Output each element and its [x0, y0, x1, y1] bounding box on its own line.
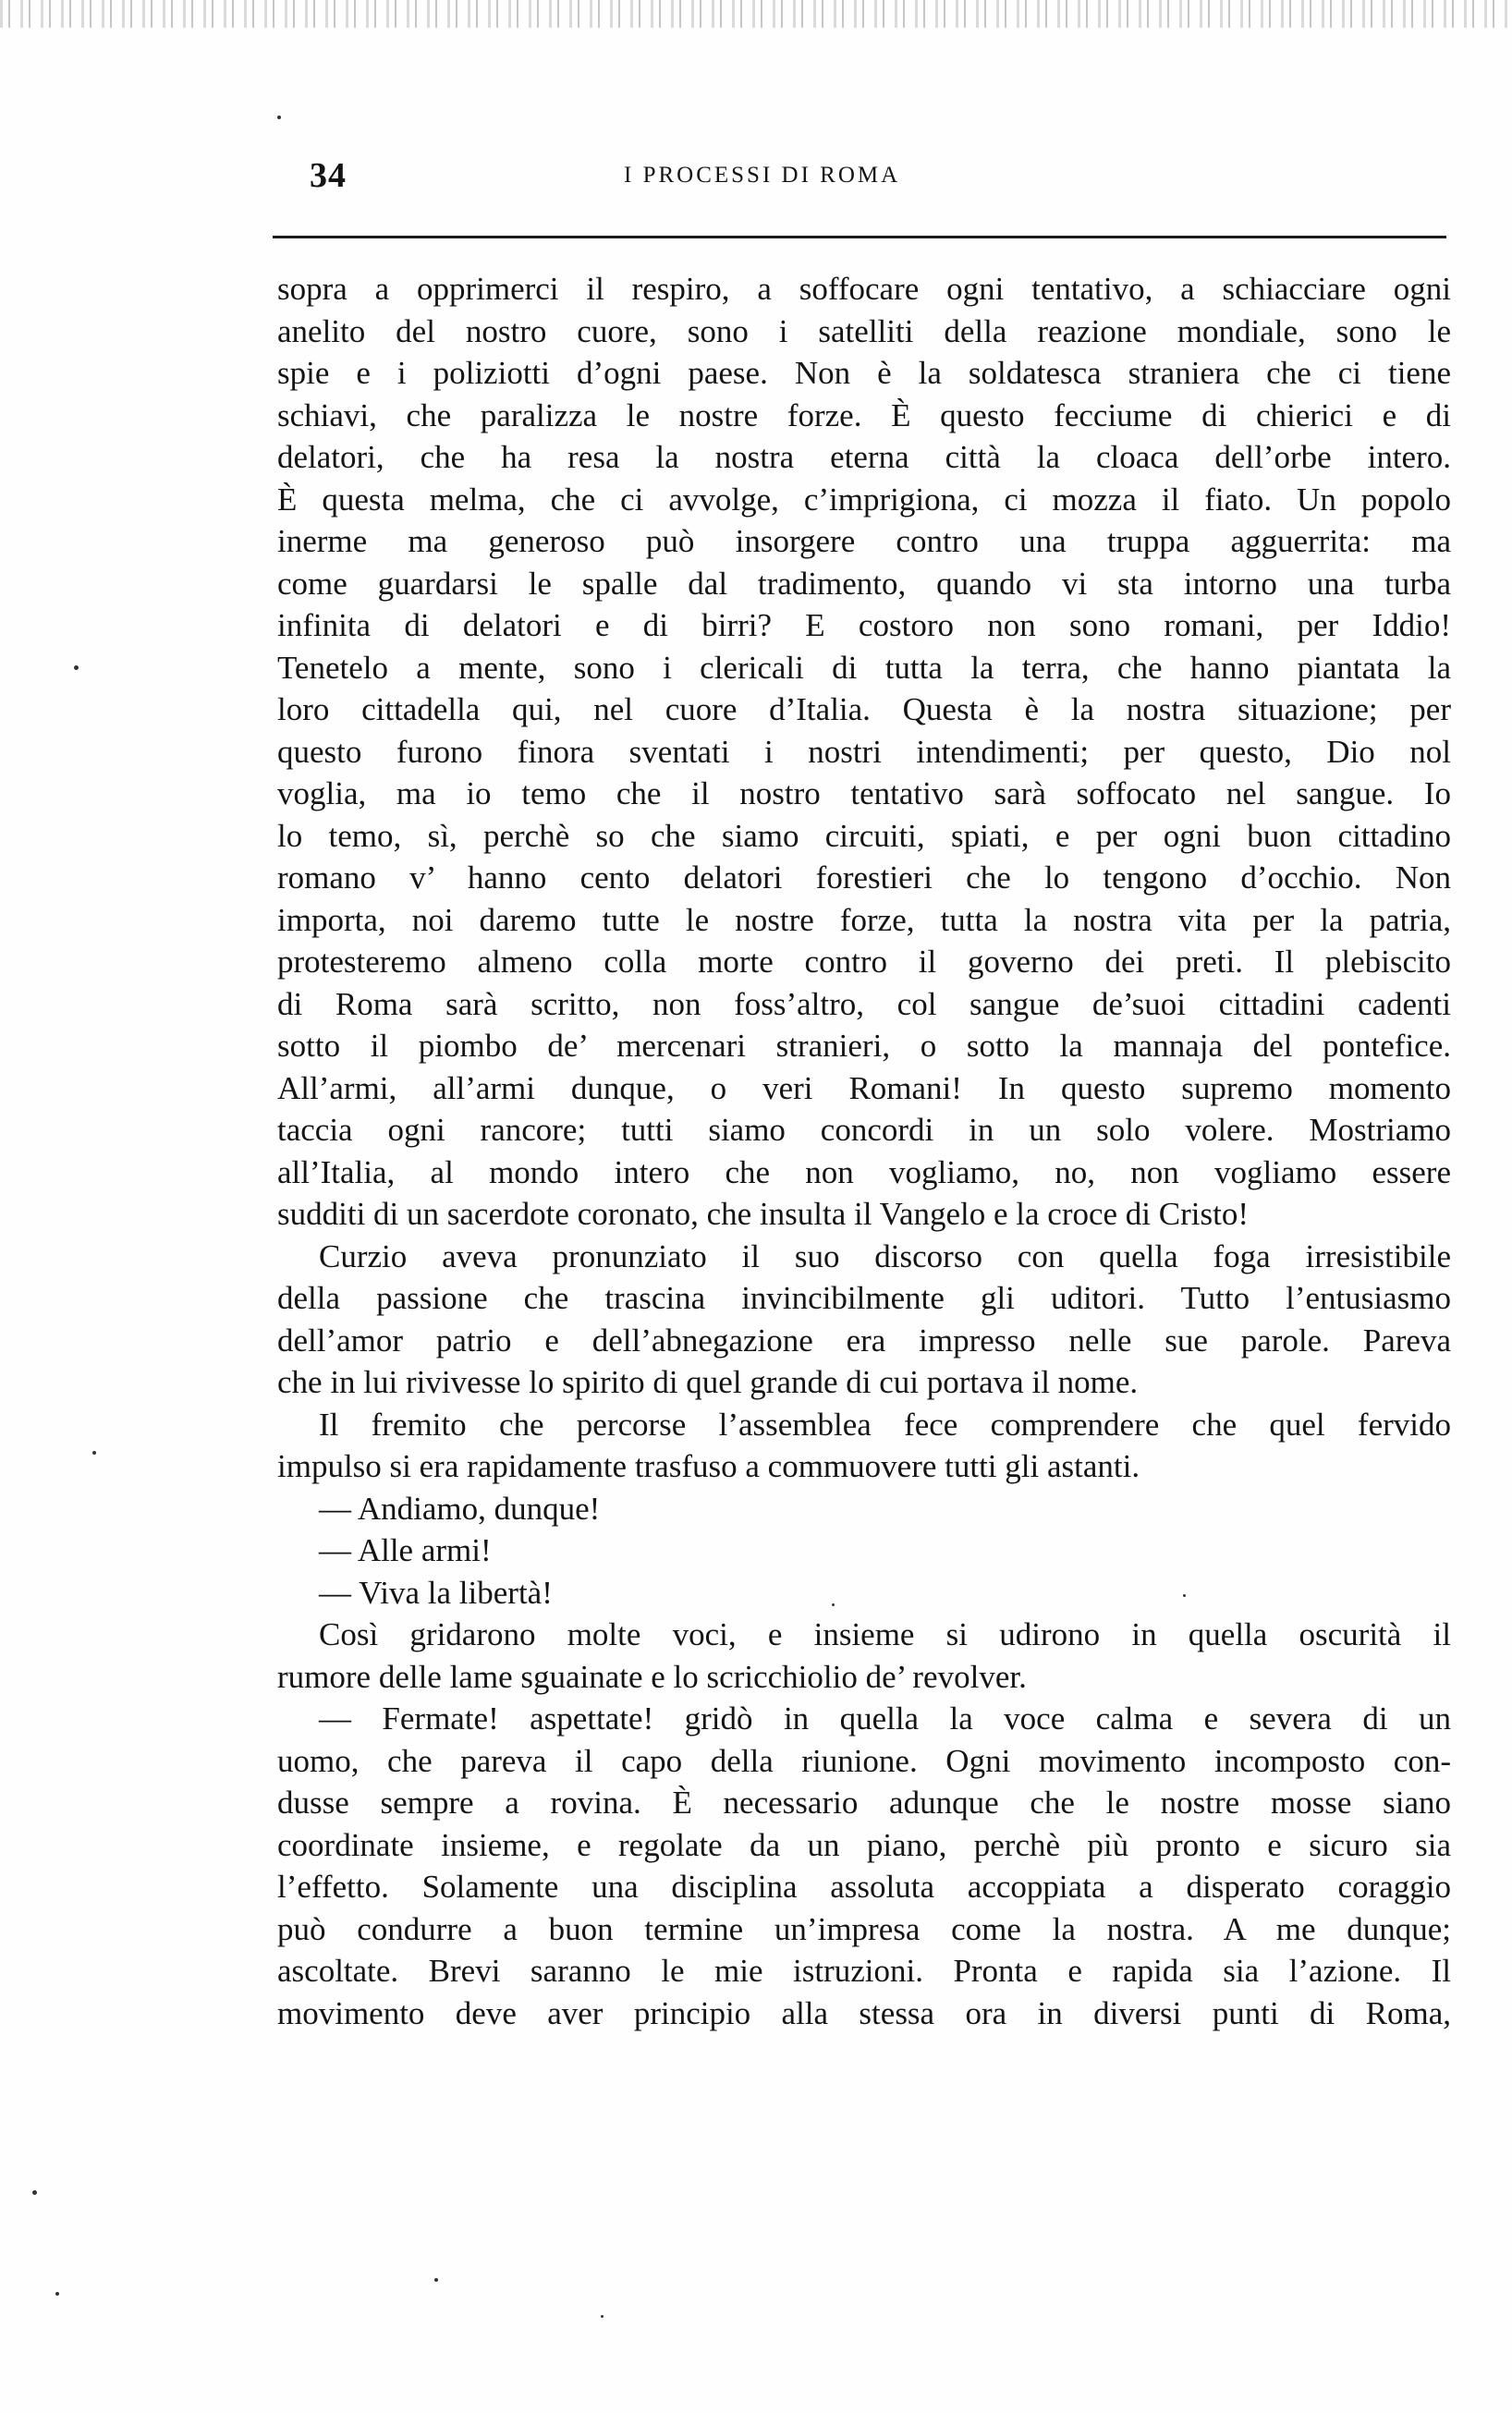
text-line: della passione che trascina invincibilmente gli uditori. Tutto l’entusiasmo — [277, 1280, 1451, 1316]
text-line: voglia, ma io temo che il nostro tentativo sarà soffocato nel sangue. Io — [277, 775, 1451, 811]
text-line: impulso si era rapidamente trasfuso a commuovere tutti gli astanti. — [277, 1448, 1140, 1484]
speck — [832, 1603, 835, 1606]
text-line: Tenetelo a mente, sono i clericali di tutta la terra, che hanno piantata la — [277, 649, 1451, 686]
text-line: — Alle armi! — [319, 1532, 492, 1568]
text-line: sopra a opprimerci il respiro, a soffocare ogni tentativo, a schiacciare ogni — [277, 271, 1451, 307]
text-line: Curzio aveva pronunziato il suo discorso con quella foga irresistibile — [319, 1237, 1451, 1274]
text-line: può condurre a buon termine un’impresa come la nostra. A me dunque; — [277, 1910, 1451, 1947]
text-line: come guardarsi le spalle dal tradimento, quando vi sta intorno una turba — [277, 565, 1451, 602]
text-line: protesteremo almeno colla morte contro il governo dei preti. Il plebiscito — [277, 944, 1451, 980]
text-line: dell’amor patrio e dell’abnegazione era impresso nelle sue parole. Pareva — [277, 1322, 1451, 1359]
speck — [55, 2292, 59, 2296]
speck — [92, 1451, 96, 1455]
speck — [74, 665, 79, 670]
speck — [434, 2278, 438, 2282]
text-line: dusse sempre a rovina. È necessario adunque che le nostre mosse siano — [277, 1785, 1451, 1821]
text-line: loro cittadella qui, nel cuore d’Italia. Questa è la nostra situazione; per — [277, 691, 1451, 727]
text-line: schiavi, che paralizza le nostre forze. È questo fecciume di chierici e di — [277, 396, 1451, 433]
text-line: importa, noi daremo tutte le nostre forze, tutta la nostra vita per la patria, — [277, 901, 1451, 938]
speck — [32, 2190, 37, 2195]
scan-edge-noise — [0, 0, 1512, 28]
text-line: All’armi, all’armi dunque, o veri Romani! In questo supremo momento — [277, 1069, 1451, 1106]
text-line: anelito del nostro cuore, sono i satelliti della reazione mondiale, sono le — [277, 312, 1451, 349]
speck — [601, 2315, 604, 2318]
text-line: coordinate insieme, e regolate da un piano, perchè più pronto e sicuro sia — [277, 1826, 1451, 1863]
text-line: — Fermate! aspettate! gridò in quella la voce calma e severa di un — [319, 1700, 1451, 1737]
speck — [277, 116, 281, 119]
page-header — [273, 155, 1446, 201]
header-rule — [273, 236, 1446, 238]
text-line: taccia ogni rancore; tutti siamo concordi in un solo volere. Mostriamo — [277, 1112, 1451, 1148]
text-line: che in lui rivivesse lo spirito di quel grande di cui portava il nome. — [277, 1364, 1139, 1400]
text-line: questo furono finora sventati i nostri intendimenti; per questo, Dio nol — [277, 733, 1451, 770]
speck — [1183, 1594, 1186, 1597]
text-line: spie e i poliziotti d’ogni paese. Non è la soldatesca straniera che ci tiene — [277, 355, 1451, 391]
text-line: all’Italia, al mondo intero che non vogliamo, no, non vogliamo essere — [277, 1153, 1451, 1190]
body-text — [277, 268, 1451, 2034]
text-line: uomo, che pareva il capo della riunione. Ogni movimento incomposto con- — [277, 1742, 1451, 1779]
text-line: Il fremito che percorse l’assemblea fece comprendere che quel fervido — [319, 1406, 1451, 1443]
text-line: rumore delle lame sguainate e lo scricchiolio de’ revolver. — [277, 1658, 1027, 1695]
text-line: sudditi di un sacerdote coronato, che insulta il Vangelo e la croce di Cristo! — [277, 1196, 1250, 1232]
text-line: romano v’ hanno cento delatori forestieri che lo tengono d’occhio. Non — [277, 859, 1451, 896]
text-line: È questa melma, che ci avvolge, c’imprigiona, ci mozza il fiato. Un popolo — [277, 481, 1451, 518]
text-line: infinita di delatori e di birri? E costoro non sono romani, per Iddio! — [277, 607, 1451, 643]
text-line: inerme ma generoso può insorgere contro una truppa agguerrita: ma — [277, 523, 1451, 559]
text-line: — Viva la libertà! — [319, 1574, 553, 1611]
text-line: lo temo, sì, perchè so che siamo circuiti, spiati, e per ogni buon cittadino — [277, 817, 1451, 854]
text-line: sotto il piombo de’ mercenari stranieri, o sotto la mannaja del pontefice. — [277, 1028, 1451, 1064]
page-number: 34 — [310, 156, 347, 195]
text-line: delatori, che ha resa la nostra eterna città la cloaca dell’orbe intero. — [277, 439, 1451, 475]
text-line: Così gridarono molte voci, e insieme si udirono in quella oscurità il — [319, 1616, 1451, 1652]
text-line: di Roma sarà scritto, non foss’altro, col sangue de’suoi cittadini cadenti — [277, 985, 1451, 1022]
text-line: movimento deve aver principio alla stessa ora in diversi punti di Roma, — [277, 1994, 1451, 2031]
text-line: l’effetto. Solamente una disciplina assoluta accoppiata a disperato coraggio — [277, 1869, 1451, 1905]
text-line: — Andiamo, dunque! — [319, 1490, 601, 1527]
running-title: I PROCESSI DI ROMA — [624, 163, 901, 188]
text-line: ascoltate. Brevi saranno le mie istruzioni. Pronta e rapida sia l’azione. Il — [277, 1953, 1451, 1989]
